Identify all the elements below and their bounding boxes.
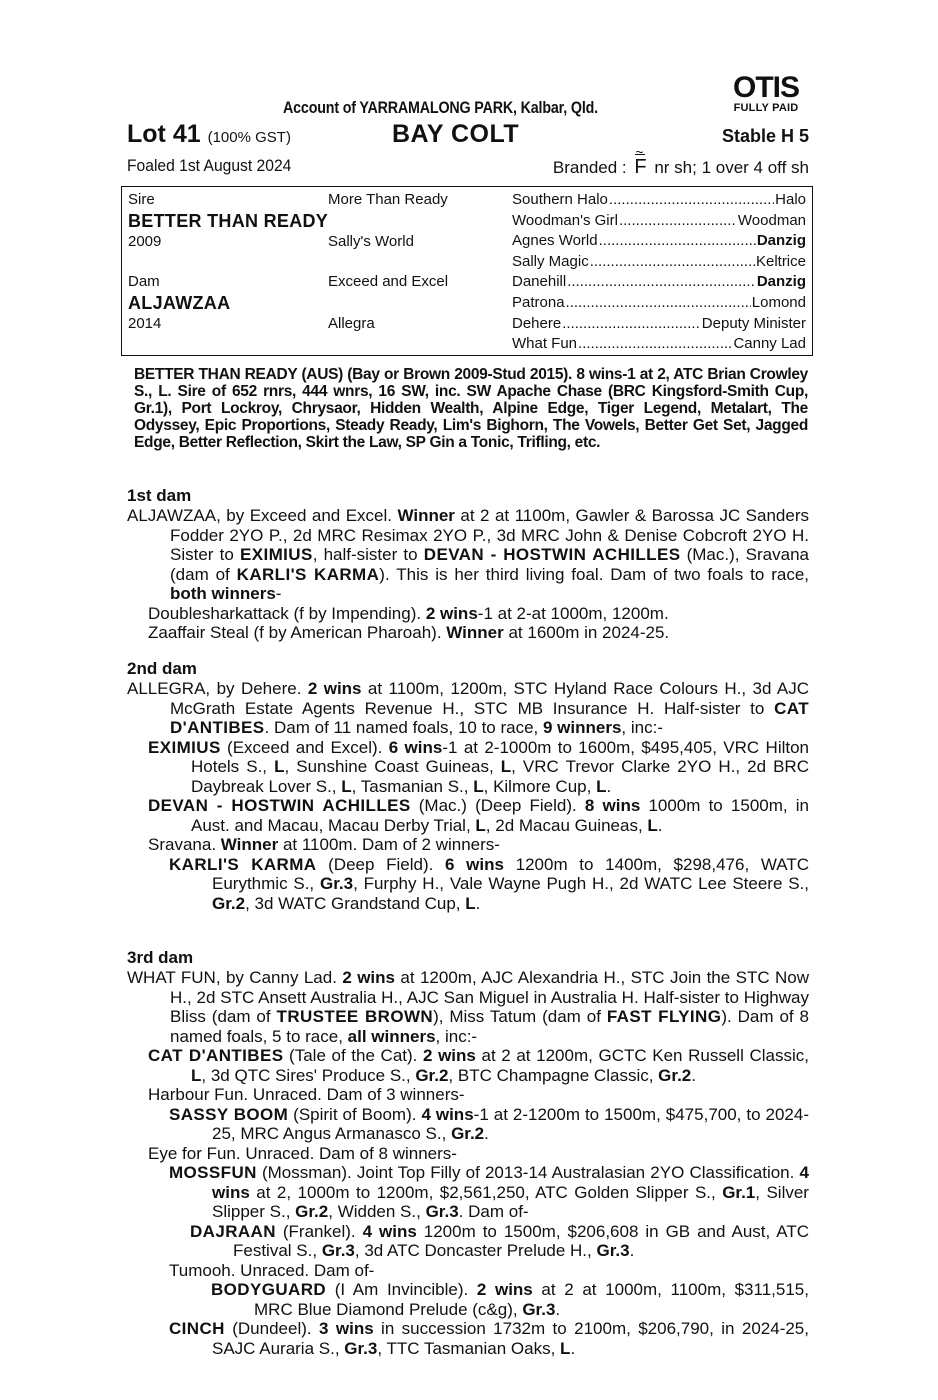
ancestor-name: Danehill: [512, 273, 567, 291]
leader-dots: [619, 212, 737, 229]
leader-dots: [590, 253, 755, 270]
sire-year: 2009: [128, 233, 162, 250]
produce-entry: Tumooh. Unraced. Dam of-: [169, 1260, 375, 1280]
fully-paid-label: FULLY PAID: [733, 102, 799, 114]
stable-location: Stable H 5: [721, 126, 809, 146]
produce-entry: DEVAN - HOSTWIN ACHILLES (Mac.) (Deep Field). 8 wins 1000m to 1500m, in Aust. and Macau, Macau Derby Trial, L, 2d Macau Guineas, L.: [148, 796, 809, 835]
ancestor-name: Sally Magic: [512, 252, 589, 270]
produce-entry: Eye for Fun. Unraced. Dam of 8 winners-: [148, 1143, 457, 1163]
foaled-date: Foaled 1st August 2024: [127, 156, 292, 175]
ancestor-row: [512, 335, 806, 352]
ancestor-sire: Danzig: [756, 232, 806, 250]
otis-logo-mark: OTIS: [732, 71, 799, 104]
ancestor-name: Dehere: [512, 314, 562, 332]
leader-dots: [562, 315, 701, 332]
ancestor-sire: Lomond: [751, 294, 806, 311]
produce-entry: CINCH (Dundeel). 3 wins in succession 1732m to 2100m, $206,790, in 2024-25, SAJC Auraria S., Gr.3, TTC Tasmanian Oaks, L.: [169, 1319, 809, 1358]
sire-name: BETTER THAN READY: [128, 211, 329, 231]
dam-name: ALJAWZAA: [128, 293, 231, 313]
produce-entry: Doublesharkattack (f by Impending). 2 wins-1 at 2-at 1000m, 1200m.: [148, 603, 669, 623]
sire-summary: BETTER THAN READY (AUS) (Bay or Brown 2009-Stud 2015). 8 wins-1 at 2, ATC Brian Crowley S., L. Sire of 652 rnrs, 444 wnrs, 16 SW, inc. SW Apache Chase (BRC Kingsford-Smith Cup, Gr.1), Port Lockroy, Chrysaor, Hidden Wealth, Alpine Edge, Tiger Legend, Metalart, The Odyssey, Epic Proportions, Steady Ready, Lim's Bighorn, The Vowels, Better Get Set, Jagged Edge, Better Reflection, Skirt the Law, SP Gin a Tonic, Trifling, etc.: [134, 366, 808, 451]
ancestor-name: What Fun: [512, 335, 578, 353]
produce-entry: KARLI'S KARMA (Deep Field). 6 wins 1200m to 1400m, $298,476, WATC Eurythmic S., Gr.3, Furphy H., Vale Wayne Pugh H., 2d WATC Lee Steere S., Gr.2, 3d WATC Grandstand Cup, L.: [169, 854, 809, 913]
ancestor-row: [512, 191, 806, 208]
produce-entry: Harbour Fun. Unraced. Dam of 3 winners-: [148, 1085, 465, 1104]
section-heading: 2nd dam: [127, 659, 197, 678]
ancestor-row: [512, 212, 806, 229]
sire-dam: Sally's World: [328, 233, 414, 250]
dam-year: 2014: [128, 315, 162, 332]
leader-dots: [578, 335, 732, 352]
ancestor-name: Patrona: [512, 294, 565, 311]
lot-number: Lot 41 (100% GST): [127, 120, 291, 148]
brand-description: Branded : ~ F nr sh; 1 over 4 off sh: [553, 156, 809, 179]
ancestor-row: [512, 232, 806, 249]
brand-mark-icon: ~ F: [634, 156, 646, 179]
ancestor-sire: Keltrice: [755, 252, 806, 270]
ancestor-sire: Canny Lad: [733, 335, 806, 353]
produce-entry: Zaaffair Steal (f by American Pharoah). Winner at 1600m in 2024-25.: [148, 623, 670, 642]
dam-section: [127, 486, 809, 643]
section-heading: 1st dam: [127, 486, 192, 505]
ancestor-sire: Woodman: [737, 211, 806, 229]
ancestor-name: Southern Halo: [512, 191, 608, 208]
ancestor-sire: Deputy Minister: [701, 314, 806, 332]
produce-entry: Sravana. Winner at 1100m. Dam of 2 winners-: [148, 835, 500, 854]
sire-label: Sire: [128, 191, 155, 208]
dam-section: [127, 659, 809, 913]
ancestor-row: [512, 315, 806, 332]
produce-entry: WHAT FUN, by Canny Lad. 2 wins at 1200m, AJC Alexandria H., STC Join the STC Now H., 2d STC Ansett Australia H., AJC San Miguel in Australia H. Half-sister to Highway Bliss (dam of TRUSTEE BROWN), Miss Tatum (dam of FAST FLYING). Dam of 8 named foals, 5 to race, all winners, inc:-: [127, 968, 810, 1046]
ancestor-row: [512, 294, 806, 311]
leader-dots: [599, 232, 756, 249]
dam-dam: Allegra: [328, 315, 375, 332]
leader-dots: [609, 191, 774, 208]
ancestor-sire: Danzig: [756, 273, 806, 291]
dam-label: Dam: [128, 273, 160, 290]
produce-entry: CAT D'ANTIBES (Tale of the Cat). 2 wins at 2 at 1200m, GCTC Ken Russell Classic, L, 3d QTC Sires' Produce S., Gr.2, BTC Champagne Classic, Gr.2.: [148, 1046, 809, 1085]
gst-note: (100% GST): [207, 129, 291, 146]
section-heading: 3rd dam: [127, 948, 194, 967]
ancestor-row: [512, 253, 806, 270]
leader-dots: [567, 273, 756, 290]
dam-sire: Exceed and Excel: [328, 273, 449, 290]
produce-entry: DAJRAAN (Frankel). 4 wins 1200m to 1500m, $206,608 in GB and Aust, ATC Festival S., Gr.3, 3d ATC Doncaster Prelude H., Gr.3.: [190, 1221, 809, 1260]
leader-dots: [566, 294, 751, 311]
vendor-account: Account of YARRAMALONG PARK, Kalbar, Qld.: [283, 98, 598, 117]
otis-logo: [721, 71, 811, 115]
ancestor-sire: Halo: [775, 191, 806, 208]
produce-entry: SASSY BOOM (Spirit of Boom). 4 wins-1 at 2-1200m to 1500m, $475,700, to 2024-25, MRC Angus Armanasco S., Gr.2.: [169, 1104, 809, 1143]
produce-entry: BODYGUARD (I Am Invincible). 2 wins at 2 at 1000m, 1100m, $311,515, MRC Blue Diamond Prelude (c&g), Gr.3.: [211, 1280, 809, 1319]
lot-title: BAY COLT: [392, 120, 520, 148]
produce-entry: ALJAWZAA, by Exceed and Excel. Winner at 2 at 1100m, Gawler & Barossa JC Sanders Fodder 2YO P., 2d MRC Resimax 2YO P., 3d MRC John & Denise Cobcroft 2YO H. Sister to EXIMIUS, half-sister to DEVAN - HOSTWIN ACHILLES (Mac.), Sravana (dam of KARLI'S KARMA). This is her third living foal. Dam of two foals to race, both winners-: [127, 506, 810, 603]
produce-entry: ALLEGRA, by Dehere. 2 wins at 1100m, 1200m, STC Hyland Race Colours H., 3d AJC McGrath Estate Agents Revenue H., STC MB Insurance H. Half-sister to CAT D'ANTIBES. Dam of 11 named foals, 10 to race, 9 winners, inc:-: [127, 679, 810, 737]
ancestor-row: [512, 273, 806, 290]
ancestor-name: Woodman's Girl: [512, 211, 618, 229]
produce-entry: MOSSFUN (Mossman). Joint Top Filly of 2013-14 Australasian 2YO Classification. 4 wins at 2, 1000m to 1200m, $2,561,250, ATC Golden Slipper S., Gr.1, Silver Slipper S., Gr.2, Widden S., Gr.3. Dam of-: [169, 1163, 809, 1221]
sire-sire: More Than Ready: [328, 191, 448, 208]
dam-section: [127, 948, 809, 1358]
produce-entry: EXIMIUS (Exceed and Excel). 6 wins-1 at 2-1000m to 1600m, $495,405, VRC Hilton Hotels S., L, Sunshine Coast Guineas, L, VRC Trevor Clarke 2YO H., 2d BRC Daybreak Lover S., L, Tasmanian S., L, Kilmore Cup, L.: [148, 737, 810, 796]
ancestor-name: Agnes World: [512, 232, 598, 250]
pedigree-table: [121, 186, 813, 356]
